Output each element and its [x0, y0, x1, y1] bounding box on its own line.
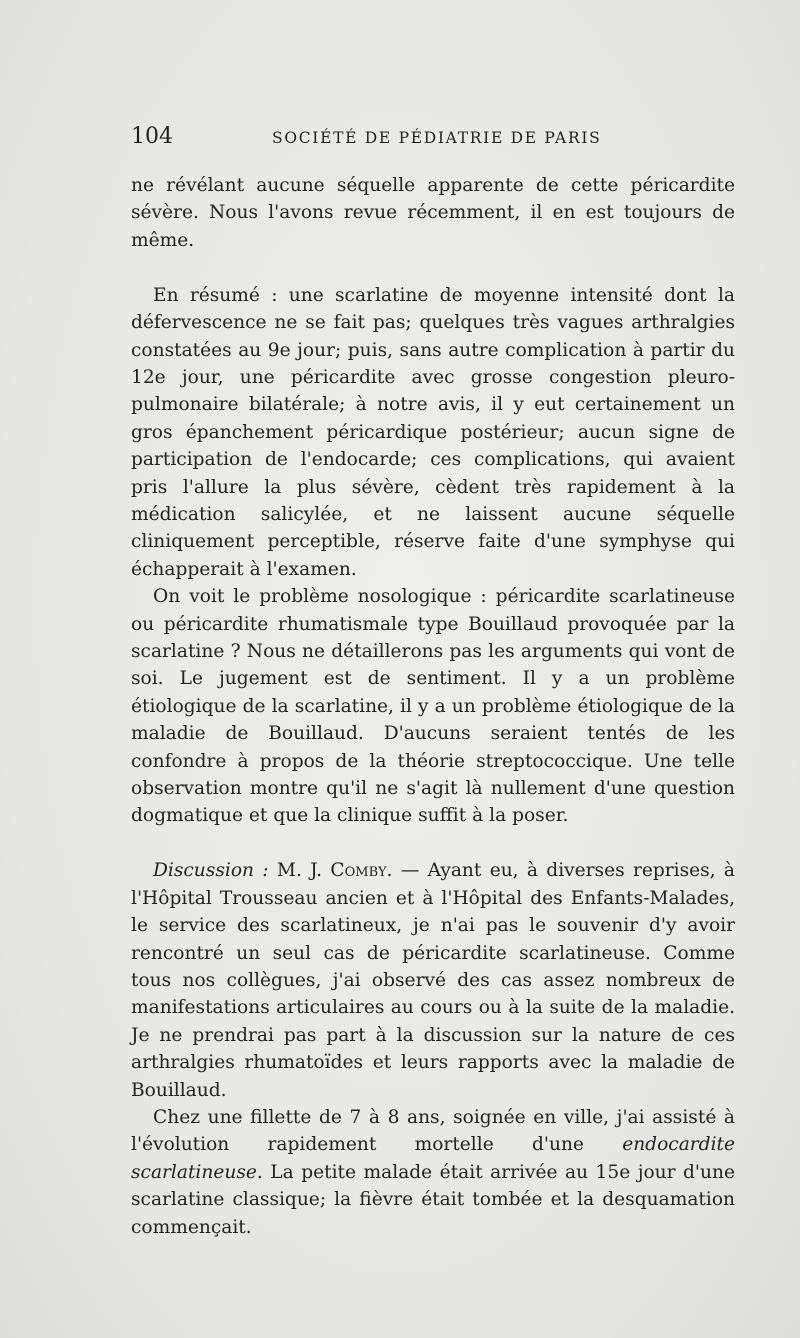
paragraph-nosology: On voit le problème nosologique : péricardite scarlatineuse ou péricardite rhumatismale type Bouillaud provoquée par la scarlatine ? Nous ne détaillerons pas les arguments qui vont de soi. Le jugement est de sentiment. Il y a un problème étiologique de la scarlatine, il y a un problème étiologique de la maladie de Bouillaud. D'aucuns seraient tentés de les confondre à propos de la théorie streptococcique. Une telle observation montre qu'il ne s'agit là nullement d'une question dogmatique et que la clinique suffit à la poser. [131, 586, 735, 827]
case-text-after: . La petite malade était arrivée au 15e jour d'une scarlatine classique; la fièvre était tombée et la desquamation commençait. [131, 1161, 735, 1238]
paragraph-discussion [131, 857, 735, 1104]
speaker-name: Comby [330, 860, 387, 882]
discussion-label: Discussion : [153, 860, 269, 882]
page-number: 104 [131, 124, 173, 149]
paragraph-case [131, 1104, 735, 1241]
running-head: SOCIÉTÉ DE PÉDIATRIE DE PARIS [272, 129, 602, 147]
paragraph-1: ne révélant aucune séquelle apparente de cette péricardite sévère. Nous l'avons revue récemment, il en est toujours de même. [131, 175, 735, 251]
case-text-before: Chez une fillette de 7 à 8 ans, soignée en ville, j'ai assisté à l'évolution rapidement mortelle d'une [131, 1107, 735, 1156]
page-header [131, 124, 731, 152]
paragraph-summary: En résumé : une scarlatine de moyenne intensité dont la défervescence ne se fait pas; quelques très vagues arthralgies constatées au 9e jour; puis, sans autre complication à partir du 12e jour, une péricardite avec grosse congestion pleuro-pulmonaire bilatérale; à notre avis, il y eut certainement un gros épanchement péricardique postérieur; aucun signe de participation de l'endocarde; ces complications, qui avaient pris l'allure la plus sévère, cèdent très rapidement à la médication salicylée, et ne laissent aucune séquelle cliniquement perceptible, réserve faite d'une symphyse qui échapperait à l'examen. [131, 284, 735, 580]
speaker-prefix: M. J. [276, 860, 323, 882]
discussion-text: . — Ayant eu, à diverses reprises, à l'Hôpital Trousseau ancien et à l'Hôpital des Enfants-Malades, le service des scarlatineux, je n'ai pas le souvenir d'y avoir rencontré un seul cas de péricardite scarlatineuse. Comme tous nos collègues, j'ai observé des cas assez nombreux de manifestations articulaires au cours ou à la suite de la maladie. Je ne prendrai pas part à la discussion sur la nature de ces arthralgies rhumatoïdes et leurs rapports avec la maladie de Bouillaud. [131, 860, 735, 1101]
case-italic-term: endocardite scarlatineuse [131, 1134, 735, 1183]
body-text [131, 172, 735, 1241]
